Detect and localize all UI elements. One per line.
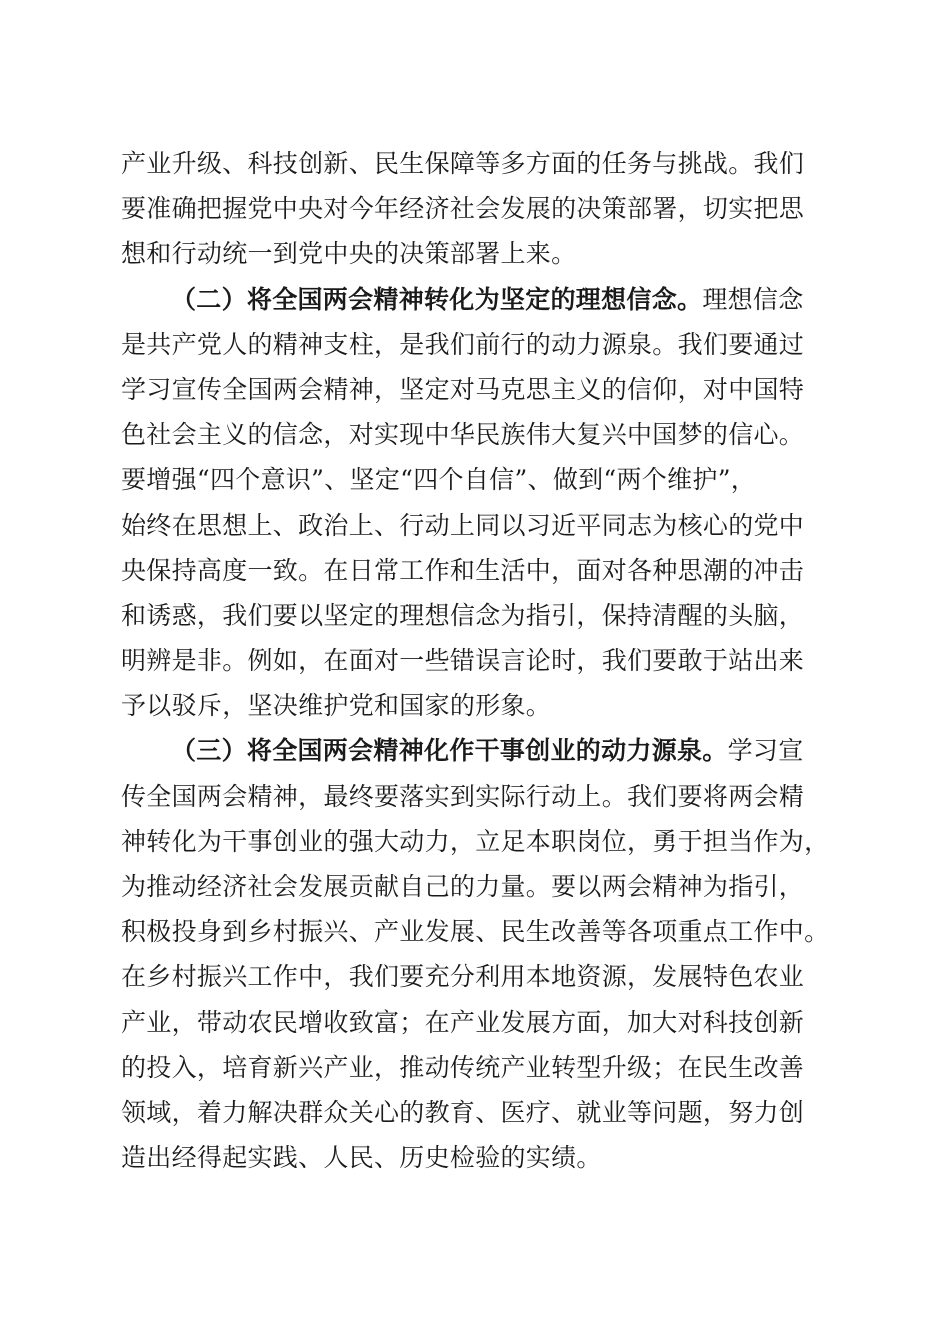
text-line: 要准确把握党中央对今年经济社会发展的决策部署，切实把思 — [121, 194, 805, 224]
text-line: 是共产党人的精神支柱，是我们前行的动力源泉。我们要通过 — [121, 329, 805, 359]
text-line: 造出经得起实践、人民、历史检验的实绩。 — [121, 1143, 602, 1173]
section-2-first-line-text: 理想信念 — [702, 284, 804, 314]
text-line: 积极投身到乡村振兴、产业发展、民生改善等各项重点工作中。 — [121, 917, 830, 947]
text-line: 色社会主义的信念，对实现中华民族伟大复兴中国梦的信心。 — [121, 420, 805, 450]
text-line: 要增强“四个意识”、坚定“四个自信”、做到“两个维护”， — [121, 465, 757, 495]
text-line: 领域，着力解决群众关心的教育、医疗、就业等问题，努力创 — [121, 1097, 805, 1127]
text-line: 神转化为干事创业的强大动力，立足本职岗位，勇于担当作为， — [121, 826, 830, 856]
document-body — [121, 141, 841, 1180]
text-line: 产业升级、科技创新、民生保障等多方面的任务与挑战。我们 — [121, 149, 805, 178]
text-line: 始终在思想上、政治上、行动上同以习近平同志为核心的党中 — [121, 510, 805, 540]
section-3-heading: （三）将全国两会精神化作干事创业的动力源泉。 — [171, 736, 728, 766]
text-line: 予以驳斥，坚决维护党和国家的形象。 — [121, 691, 552, 721]
text-line: 和诱惑，我们要以坚定的理想信念为指引，保持清醒的头脑， — [121, 600, 805, 630]
section-3-first-line-text: 学习宣 — [727, 736, 804, 766]
section-2-first-line — [121, 277, 841, 322]
text-line: 为推动经济社会发展贡献自己的力量。要以两会精神为指引， — [121, 872, 805, 901]
section-3-first-line — [121, 728, 841, 773]
text-line: 想和行动统一到党中央的决策部署上来。 — [121, 239, 577, 269]
text-line: 学习宣传全国两会精神，坚定对马克思主义的信仰，对中国特 — [121, 374, 805, 404]
text-line: 的投入，培育新兴产业，推动传统产业转型升级；在民生改善 — [121, 1052, 805, 1082]
section-2-heading: （二）将全国两会精神转化为坚定的理想信念。 — [171, 284, 703, 314]
text-line: 产业，带动农民增收致富；在产业发展方面，加大对科技创新 — [121, 1007, 805, 1037]
text-line: 明辨是非。例如，在面对一些错误言论时，我们要敢于站出来 — [121, 646, 805, 676]
text-line: 央保持高度一致。在日常工作和生活中，面对各种思潮的冲击 — [121, 555, 805, 585]
text-line: 在乡村振兴工作中，我们要充分利用本地资源，发展特色农业 — [121, 962, 805, 992]
text-line: 传全国两会精神，最终要落实到实际行动上。我们要将两会精 — [121, 781, 805, 811]
